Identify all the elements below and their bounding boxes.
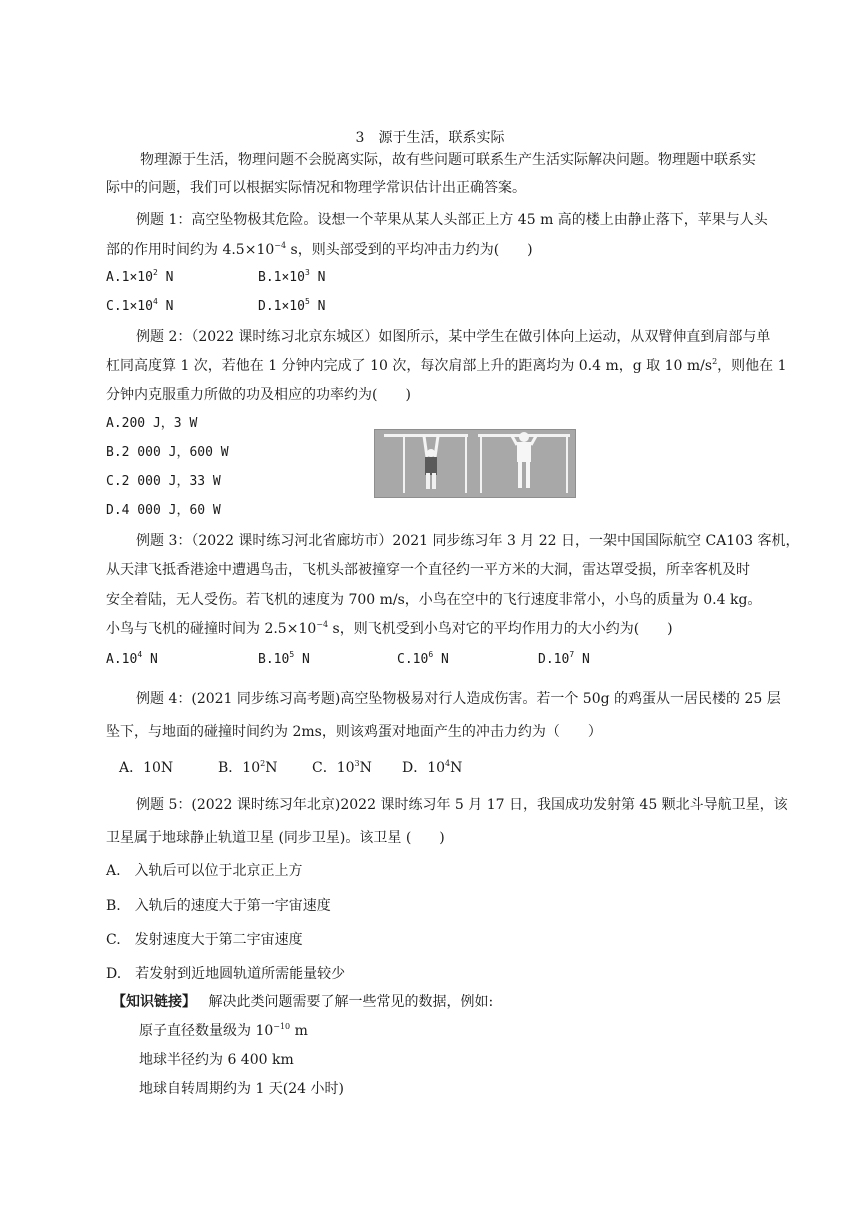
exponent: −4 — [316, 620, 329, 629]
option-unit: N — [574, 652, 590, 667]
example2-option-c: C.2 000 J，33 W — [106, 474, 221, 489]
option-unit: N — [450, 760, 463, 776]
example4-option-b — [218, 758, 277, 778]
exponent: 4 — [152, 297, 158, 306]
example4-line-1: 例题 4：(2021 同步练习高考题)高空坠物极易对行人造成伤害。若一个 50g 的鸡蛋从一居民楼的 25 层 — [136, 691, 781, 707]
example2-option-a: A.200 J，3 W — [106, 416, 198, 431]
option-unit: N — [142, 652, 158, 667]
knowledge-link — [112, 992, 493, 1012]
exponent: −4 — [274, 241, 287, 250]
exponent: 5 — [304, 297, 310, 306]
exponent: 3 — [354, 759, 360, 768]
knowledge-item-text: 原子直径数量级为 10 — [139, 1023, 274, 1039]
example3-option-d — [538, 650, 590, 670]
option-text: B．10 — [218, 760, 261, 776]
knowledge-item-3: 地球自转周期约为 1 天(24 小时) — [139, 1081, 344, 1097]
example4-option-d — [402, 758, 462, 778]
example1-option-c — [106, 297, 173, 317]
exponent: 2 — [152, 268, 158, 277]
option-unit: N — [265, 760, 278, 776]
example2-line-2-rest: ，则他在 1 — [717, 358, 787, 374]
knowledge-item-2: 地球半径约为 6 400 km — [139, 1052, 294, 1068]
option-unit: N — [157, 299, 174, 314]
example4-option-a — [119, 758, 173, 778]
example3-line-2: 从天津飞抵香港途中遭遇鸟击，飞机头部被撞穿一个直径约一平方米的大洞，雷达罩受损，所幸客机及时 — [106, 562, 750, 578]
example5-line-2: 卫星属于地球静止轨道卫星 (同步卫星)。该卫星 ( ) — [106, 830, 445, 846]
example5-option-d: D. 若发射到近地圆轨道所需能量较少 — [106, 966, 346, 982]
example2-line-1: 例题 2：（2022 课时练习北京东城区）如图所示，某中学生在做引体向上运动，从双臂伸直到肩部与单 — [136, 329, 771, 345]
example3-option-a — [106, 650, 158, 670]
example1-line-1: 例题 1：高空坠物极其危险。设想一个苹果从某人头部正上方 45 m 高的楼上由静止落下，苹果与人头 — [136, 212, 768, 228]
exponent: 2 — [260, 759, 266, 768]
option-text: C．10 — [312, 760, 355, 776]
example5-option-c: C. 发射速度大于第二宇宙速度 — [106, 932, 303, 948]
option-text: A．10N — [119, 760, 174, 776]
exponent: 2 — [712, 357, 718, 366]
option-text: B.1×10 — [258, 270, 305, 285]
knowledge-item-unit: m — [290, 1023, 308, 1039]
example4-line-2: 坠下，与地面的碰撞时间约为 2ms，则该鸡蛋对地面产生的冲击力约为（ ） — [106, 724, 602, 740]
intro-line-1: 物理源于生活，物理问题不会脱离实际，故有些问题可联系生产生活实际解决问题。物理题中联系实 — [140, 152, 756, 168]
example5-line-1: 例题 5：(2022 课时练习年北京)2022 课时练习年 5 月 17 日，我国成功发射第 45 颗北斗导航卫星，该 — [136, 797, 788, 813]
exponent: 3 — [304, 268, 310, 277]
example1-option-a — [106, 268, 173, 288]
example3-line-4-rest: s，则飞机受到小鸟对它的平均作用力的大小约为( ) — [328, 621, 673, 637]
intro-line-2: 际中的问题，我们可以根据实际情况和物理学常识估计出正确答案。 — [106, 180, 526, 196]
knowledge-text: 解决此类问题需要了解一些常见的数据，例如: — [208, 994, 494, 1010]
exponent: 7 — [569, 650, 575, 659]
option-text: D.1×10 — [258, 299, 305, 314]
exponent: 4 — [137, 650, 143, 659]
example3-line-3: 安全着陆，无人受伤。若飞机的速度为 700 m/s，小鸟在空中的飞行速度非常小，小鸟的质量为 0.4 kg。 — [106, 592, 762, 608]
exponent: 5 — [289, 650, 295, 659]
example3-line-1: 例题 3：（2022 课时练习河北省廊坊市）2021 同步练习年 3 月 22 日，一架中国国际航空 CA103 客机， — [136, 533, 800, 549]
exponent: −10 — [273, 1022, 291, 1031]
option-unit: N — [309, 270, 326, 285]
option-text: A.1×10 — [106, 270, 153, 285]
option-unit: N — [359, 760, 372, 776]
example3-line-4-text: 小鸟与飞机的碰撞时间为 2.5×10 — [106, 621, 317, 637]
example1-line-2-text: 部的作用时间约为 4.5×10 — [106, 242, 275, 258]
example2-line-2 — [106, 356, 787, 376]
option-unit: N — [294, 652, 310, 667]
exponent: 4 — [445, 759, 451, 768]
option-text: B.10 — [258, 652, 290, 667]
option-unit: N — [309, 299, 326, 314]
section-title: 3 源于生活，联系实际 — [355, 130, 505, 146]
knowledge-label: 【知识链接】 — [112, 994, 196, 1010]
example5-option-a: A. 入轨后可以位于北京正上方 — [106, 863, 303, 879]
knowledge-item-1 — [139, 1021, 308, 1041]
option-unit: N — [433, 652, 449, 667]
option-text: D．10 — [402, 760, 446, 776]
example4-option-c — [312, 758, 372, 778]
example1-option-b — [258, 268, 325, 288]
example3-line-4 — [106, 619, 673, 639]
option-text: D.10 — [538, 652, 570, 667]
example2-line-3: 分钟内克服重力所做的功及相应的功率约为( ) — [106, 387, 411, 403]
example1-line-2-rest: s，则头部受到的平均冲击力约为( ) — [286, 242, 533, 258]
exponent: 6 — [428, 650, 434, 659]
option-text: C.1×10 — [106, 299, 153, 314]
example5-option-b: B. 入轨后的速度大于第一宇宙速度 — [106, 898, 331, 914]
example2-option-d: D.4 000 J，60 W — [106, 503, 221, 518]
example3-option-b — [258, 650, 310, 670]
option-text: A.10 — [106, 652, 138, 667]
example2-option-b: B.2 000 J，600 W — [106, 445, 229, 460]
option-unit: N — [157, 270, 174, 285]
example1-option-d — [258, 297, 325, 317]
example1-line-2 — [106, 240, 533, 260]
pull-up-figure — [374, 429, 576, 498]
option-text: C.10 — [397, 652, 429, 667]
example3-option-c — [397, 650, 449, 670]
example2-line-2-text: 杠同高度算 1 次，若他在 1 分钟内完成了 10 次，每次肩部上升的距离均为 0.4 m，g 取 10 m/s — [106, 358, 713, 374]
